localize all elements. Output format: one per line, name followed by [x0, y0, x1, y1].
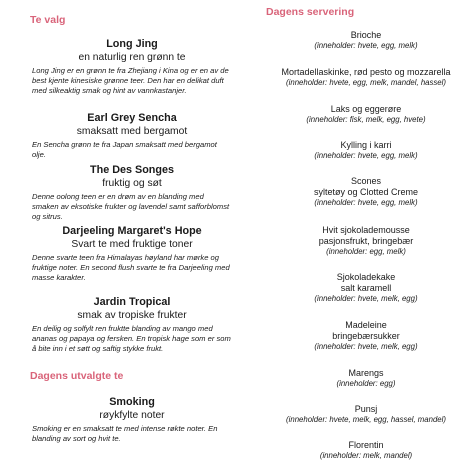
tea-name: Darjeeling Margaret's Hope: [62, 225, 202, 237]
tea-item: [32, 112, 232, 160]
dish-item: [258, 320, 474, 352]
dish-name: Mortadellaskinke, rød pesto og mozzarella: [281, 67, 451, 77]
dish-item: [258, 404, 474, 425]
tea-description: Denne svarte teen fra Himalayas høyland har mørke og fruktige noter. En second flush svarte te fra Darjeeling med masse karakter.: [32, 253, 230, 282]
tea-subtitle: røykfylte noter: [99, 410, 165, 421]
dish-item: [258, 140, 474, 161]
dish-name: Sjokoladekake: [336, 272, 396, 282]
tea-subtitle: smaksatt med bergamot: [76, 126, 188, 137]
dish-allergens: (inneholder: hvete, melk, egg, hassel, mandel): [286, 415, 446, 424]
dish-name: Marengs: [348, 368, 384, 378]
dish-allergens: (inneholder: hvete, melk, egg): [314, 342, 418, 351]
dish-name: Scones: [350, 176, 382, 186]
dish-name: Brioche: [350, 30, 382, 40]
dish-name: Florentin: [348, 440, 384, 450]
tea-name: Earl Grey Sencha: [87, 112, 177, 124]
dish-name-detail: pasjonsfrukt, bringebær: [318, 236, 414, 246]
dish-item: [258, 67, 474, 88]
tea-name: Jardin Tropical: [93, 296, 171, 308]
dish-item: [258, 440, 474, 461]
dish-allergens: (inneholder: hvete, egg, melk): [314, 41, 418, 50]
dish-name: Hvit sjokolademousse: [322, 225, 410, 235]
tea-item: [32, 296, 232, 354]
tea-description: Long Jing er en grønn te fra Zhejiang i Kina og er en av de best kjente kinesiske grønne teer. Den har en delikat duft med silkeaktig smak og hint av vannkastanjer.: [32, 66, 229, 95]
dish-allergens: (inneholder: hvete, egg, melk): [314, 198, 418, 207]
dish-name-detail: syltetøy og Clotted Creme: [313, 187, 419, 197]
section-title-tea-selection: Te valg: [30, 14, 66, 26]
section-title-featured-tea: Dagens utvalgte te: [30, 370, 124, 382]
dish-name: Kylling i karri: [340, 140, 392, 150]
dish-allergens: (inneholder: egg, melk): [326, 247, 406, 256]
tea-item: [32, 164, 232, 222]
tea-name: Smoking: [109, 396, 155, 408]
tea-description: En Sencha grønn te fra Japan smaksatt med bergamot olje.: [32, 140, 217, 159]
dish-allergens: (inneholder: hvete, egg, melk, mandel, hassel): [286, 78, 446, 87]
dish-name: Laks og eggerøre: [330, 104, 402, 114]
dish-name: Madeleine: [345, 320, 387, 330]
tea-description: Smoking er en smaksatt te med intense røkte noter. En blanding av sort og hvit te.: [32, 424, 218, 443]
tea-subtitle: en naturlig ren grønn te: [78, 52, 186, 63]
tea-description: En deilig og solfylt ren fruktte blanding av mango med ananas og papaya og fersken. En tropisk hage som er som å bite inn i et søtt og saftig stykke frukt.: [32, 324, 231, 353]
tea-item: [32, 38, 232, 96]
dish-item: [258, 30, 474, 51]
dish-item: [258, 176, 474, 208]
dish-allergens: (inneholder: egg): [336, 379, 396, 388]
dish-allergens: (inneholder: fisk, melk, egg, hvete): [306, 115, 426, 124]
dish-item: [258, 104, 474, 125]
section-title-todays-serving: Dagens servering: [266, 6, 355, 18]
tea-subtitle: Svart te med fruktige toner: [71, 239, 193, 250]
dish-item: [258, 225, 474, 257]
dish-item: [258, 272, 474, 304]
tea-item: [32, 225, 232, 283]
dish-name-detail: bringebærsukker: [332, 331, 400, 341]
tea-name: The Des Songes: [90, 164, 174, 176]
tea-name: Long Jing: [106, 38, 158, 50]
dish-item: [258, 368, 474, 389]
dish-allergens: (inneholder: melk, mandel): [319, 451, 413, 460]
tea-description: Denne oolong teen er en drøm av en blanding med smaken av eksotiske frukter og lavendel samt safforblomst og sitrus.: [32, 192, 230, 221]
dish-allergens: (inneholder: hvete, egg, melk): [314, 151, 418, 160]
dish-name-detail: salt karamell: [340, 283, 392, 293]
featured-tea-item: [32, 396, 232, 444]
tea-subtitle: fruktig og søt: [102, 178, 162, 189]
tea-subtitle: smak av tropiske frukter: [77, 310, 187, 321]
dish-name: Punsj: [354, 404, 378, 414]
dish-allergens: (inneholder: hvete, melk, egg): [314, 294, 418, 303]
